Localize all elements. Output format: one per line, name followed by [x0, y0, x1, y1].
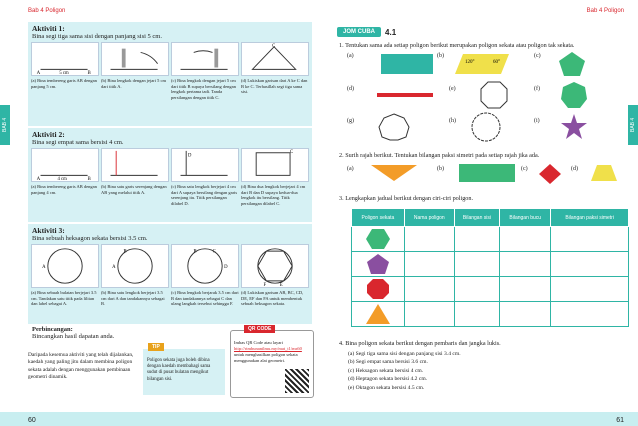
svg-text:E: E [279, 283, 283, 287]
option-label: (f) [534, 86, 540, 92]
step-text: (a) Bina tembereng garis AB dengan panjang 4 cm. [31, 184, 97, 195]
question-4: 4. Bina poligon sekata berikut dengan pembaris dan jangka lukis. [339, 340, 501, 347]
list-item: (d) Heptagon sekata bersisi 4.2 cm. [348, 376, 428, 383]
activity-1-step-a [31, 42, 99, 101]
figure [101, 42, 169, 76]
activity-1-title: Aktiviti 1: [32, 24, 65, 33]
pentagon-shape [557, 50, 587, 78]
table-cell[interactable] [454, 252, 499, 277]
table-cell[interactable] [551, 252, 629, 277]
table-cell[interactable] [551, 277, 629, 302]
activity-2-step-b [101, 148, 169, 207]
option-label: (c) [521, 166, 528, 172]
activity-3-step-d [241, 244, 309, 307]
svg-text:B: B [193, 249, 197, 255]
svg-text:C: C [290, 149, 294, 155]
table-row [352, 302, 629, 327]
triangle-shape [369, 163, 419, 183]
table-cell[interactable] [551, 227, 629, 252]
dodecagon-shape [469, 110, 503, 144]
chapter-header: Bab 4 Poligon [28, 8, 66, 14]
svg-text:D: D [224, 264, 228, 270]
svg-text:B: B [87, 71, 91, 75]
table-cell[interactable] [454, 227, 499, 252]
footer-bar [319, 412, 638, 426]
conclusion-paragraph: Daripada kesemua aktiviti yang telah dijalankan, kaedah yang paling jitu dalam membina poligon sekata adalah dengan menggunakan pembinaan geometri dinamik. [28, 352, 134, 380]
rectangle-shape [379, 52, 435, 76]
tip-box: Poligon sekata juga boleh dibina dengan kaedah membahagi sama sudut di pusat bulatan mengikut bilangan sisi. [143, 349, 225, 395]
page-number: 60 [28, 417, 36, 424]
activity-3-step-b [101, 244, 169, 307]
table-cell[interactable] [500, 252, 551, 277]
activity-2-subtitle: Bina segi empat sama bersisi 4 cm. [32, 139, 124, 146]
qr-text: Imbas QR Code atau layari [234, 340, 283, 345]
table-cell[interactable] [454, 302, 499, 327]
table-header: Bilangan sisi [454, 209, 499, 227]
figure [31, 148, 99, 182]
step-text: (d) Lukiskan garisan dari A ke C dan B ke C. Terhasillah segi tiga sama sisi. [241, 78, 308, 95]
step-text: (d) Bina dua lengkok berjejari 4 cm dari B dan D supaya kedua-dua lengkok itu bersilang. Titik persilangan dilabel C. [241, 184, 306, 206]
table-cell [352, 277, 405, 302]
svg-text:D: D [188, 153, 192, 159]
qr-link[interactable]: http://rimbunanilmu.my/mat_t1/ms60 [234, 345, 302, 351]
heptagon-shape [559, 80, 589, 110]
svg-text:A: A [112, 264, 116, 270]
figure [241, 42, 309, 76]
activity-1-step-b [101, 42, 169, 101]
qr-code-image[interactable] [285, 369, 309, 393]
table-header: Bilangan bucu [500, 209, 551, 227]
activity-3-subtitle: Bina sebuah heksagon sekata bersisi 3.5 cm. [32, 235, 148, 242]
nonagon-shape [377, 112, 411, 142]
chapter-tab: BAB 4 [628, 105, 638, 145]
trapezium-shape [589, 163, 619, 183]
star-shape [559, 112, 589, 142]
figure [171, 42, 239, 76]
step-text: (d) Lukiskan garisan AB, BC, CD, DE, EF dan FA untuk membentuk sebuah heksagon sekata. [241, 290, 304, 307]
activity-1-step-d [241, 42, 309, 101]
table-header-row [352, 209, 629, 227]
svg-text:C: C [212, 249, 216, 255]
page-number: 61 [616, 417, 624, 424]
figure [241, 244, 309, 288]
option-label: (b) [437, 166, 444, 172]
table-cell[interactable] [454, 277, 499, 302]
octagon-shape [479, 80, 509, 110]
question-4-list [348, 350, 461, 392]
step-text: (c) Bina satu lengkok berjejari 4 cm dari A supaya bersilang dengan garis serenjang itu. Titik persilangan dilabel D. [171, 184, 238, 206]
activity-2-title: Aktiviti 2: [32, 130, 65, 139]
step-text: (c) Bina lengkok dengan jejari 5 cm dari titik B supaya bersilang dengan lengkok pertama tadi. Tanda persilangan dengan titik C. [171, 78, 236, 100]
list-item: (c) Heksagon sekata bersisi 4 cm. [348, 367, 424, 374]
figure [101, 244, 169, 288]
activity-1-step-c [171, 42, 239, 101]
option-label: (c) [534, 53, 541, 59]
svg-text:5 cm: 5 cm [59, 71, 69, 75]
table-header: Nama poligon [404, 209, 454, 227]
table-cell [352, 252, 405, 277]
section-number: 4.1 [385, 27, 397, 37]
activity-2-box [28, 128, 312, 222]
svg-text:120°: 120° [465, 60, 475, 65]
activity-3-box [28, 224, 312, 324]
svg-text:A: A [36, 71, 41, 75]
question-1: 1. Tentukan sama ada setiap poligon berikut merupakan poligon sekata atau poligon tak sekata. [339, 42, 575, 49]
footer-bar [0, 412, 319, 426]
line-shape [375, 85, 435, 105]
figure [31, 42, 99, 76]
step-text: (a) Bina sebuah bulatan berjejari 3.5 cm. Tandakan satu titik pada lilitan dan label sebagai A. [31, 290, 97, 307]
svg-text:B: B [123, 249, 127, 255]
table-header: Bilangan paksi simetri [551, 209, 629, 227]
table-cell[interactable] [404, 252, 454, 277]
discussion-text: Bincangkan hasil dapatan anda. [32, 333, 115, 340]
option-label: (g) [347, 118, 354, 124]
table-cell[interactable] [500, 302, 551, 327]
table-cell [352, 227, 405, 252]
activity-2-step-c [171, 148, 239, 207]
option-label: (a) [347, 166, 354, 172]
option-label: (a) [347, 53, 354, 59]
list-item: (e) Oktagon sekata bersisi 4.5 cm. [348, 384, 425, 391]
option-label: (i) [534, 118, 540, 124]
figure [101, 148, 169, 182]
table-cell[interactable] [404, 227, 454, 252]
table-row [352, 277, 629, 302]
table-cell[interactable] [500, 227, 551, 252]
svg-text:A: A [42, 264, 46, 270]
svg-text:60°: 60° [493, 60, 500, 65]
list-item: (a) Segi tiga sama sisi dengan panjang sisi 3.4 cm. [348, 351, 461, 357]
table-cell[interactable] [404, 277, 454, 302]
chapter-header: Bab 4 Poligon [586, 8, 624, 14]
table-cell[interactable] [404, 302, 454, 327]
right-page [319, 0, 638, 426]
polygon-table [351, 208, 629, 327]
jom-cuba-badge: JOM CUBA [337, 27, 381, 37]
svg-text:C: C [272, 43, 276, 49]
list-item: (b) Segi empat sama bersisi 3.6 cm. [348, 359, 428, 366]
table-row [352, 227, 629, 252]
svg-text:4 cm: 4 cm [57, 177, 67, 181]
figure [171, 244, 239, 288]
option-label: (h) [449, 118, 456, 124]
chapter-tab: BAB 4 [0, 105, 10, 145]
step-text: (b) Bina lengkok dengan jejari 5 cm dari titik A. [101, 78, 166, 89]
qr-label: QR CODE [244, 325, 275, 333]
step-text: (b) Bina satu lengkok berjejari 3.5 cm dari A dan tandakannya sebagai B. [101, 290, 165, 307]
rhombus-shape [537, 162, 563, 186]
parallelogram-shape [453, 52, 511, 76]
jom-cuba-heading [337, 27, 396, 37]
step-text: (c) Bina lengkok berjarak 3.5 cm dari B dan tandakannya sebagai C dan ulang langkah tersebut sehingga F. [171, 290, 239, 307]
qr-text-post: untuk menghasilkan poligon sekata menggunakan alat geometri. [234, 351, 298, 363]
activity-3-title: Aktiviti 3: [32, 226, 65, 235]
question-2: 2. Surih rajah berikut. Tentukan bilangan paksi simetri pada setiap rajah jika ada. [339, 152, 540, 159]
figure [31, 244, 99, 288]
option-label: (b) [437, 53, 444, 59]
rectangle-shape [457, 162, 517, 184]
table-row [352, 252, 629, 277]
table-cell[interactable] [551, 302, 629, 327]
option-label: (d) [571, 166, 578, 172]
activity-3-step-c [171, 244, 239, 307]
svg-text:B: B [87, 177, 91, 181]
discussion-title: Perbincangan: [32, 326, 73, 333]
step-text: (b) Bina satu garis serenjang dengan AB yang melalui titik A. [101, 184, 167, 195]
svg-text:A: A [36, 177, 41, 181]
step-text: (a) Bina tembereng garis AB dengan panjang 5 cm. [31, 78, 97, 89]
tip-label: TIP [148, 343, 164, 351]
activity-2-step-a [31, 148, 99, 207]
figure [241, 148, 309, 182]
activity-1-subtitle: Bina segi tiga sama sisi dengan panjang sisi 5 cm. [32, 33, 162, 40]
option-label: (e) [449, 86, 456, 92]
activity-2-step-d [241, 148, 309, 207]
table-cell [352, 302, 405, 327]
activity-3-step-a [31, 244, 99, 307]
figure [171, 148, 239, 182]
table-header: Poligon sekata [352, 209, 405, 227]
table-cell[interactable] [500, 277, 551, 302]
question-3: 3. Lengkapkan jadual berikut dengan ciri-ciri poligon. [339, 195, 474, 202]
svg-text:F: F [263, 283, 267, 287]
activity-1-box [28, 22, 312, 126]
option-label: (d) [347, 86, 354, 92]
qr-box [230, 330, 314, 398]
